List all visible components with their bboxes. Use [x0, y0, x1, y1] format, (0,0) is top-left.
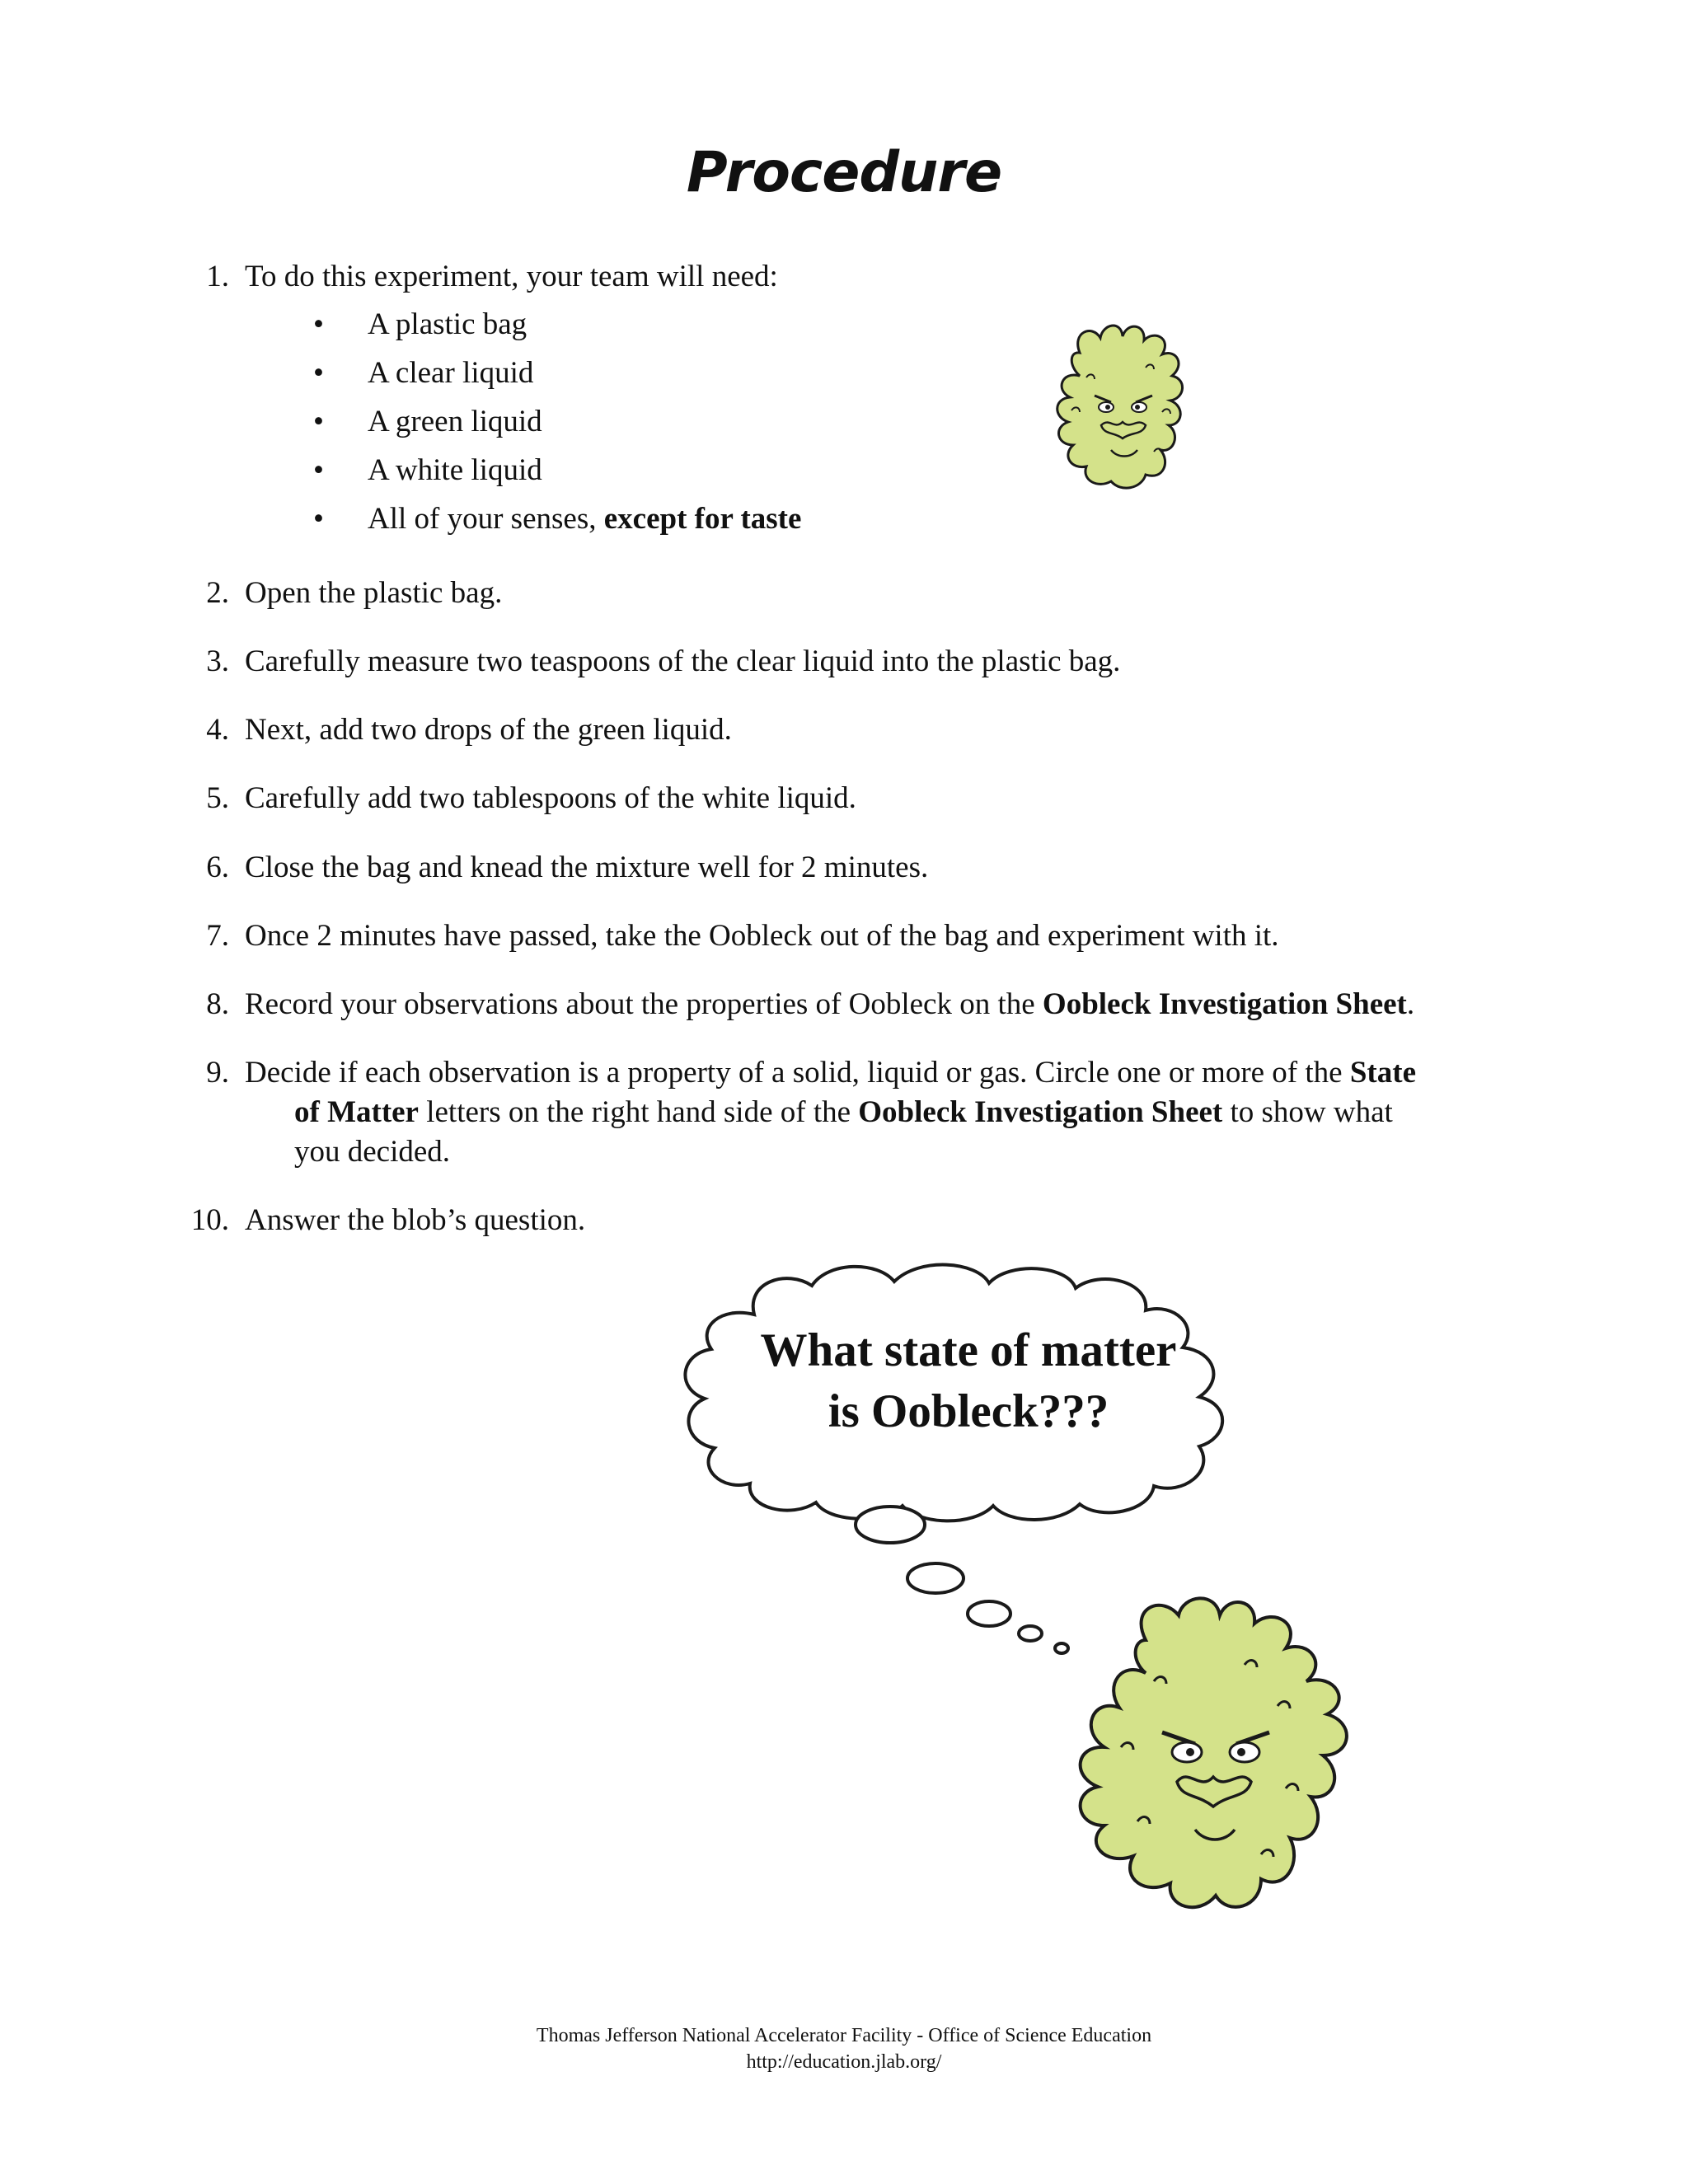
- supply-item: • A green liquid: [313, 402, 801, 451]
- step-number: 8.: [206, 987, 229, 1021]
- step-number: 10.: [190, 1203, 229, 1237]
- step-number: 2.: [206, 576, 229, 610]
- supply-item: • A white liquid: [313, 451, 801, 499]
- step-text: Decide if each observation is a property of a solid, liquid or gas. Circle one or more of the State of Matter letters on the right hand side of the Oobleck Investigation Sheet to show what you decided.: [245, 1056, 1416, 1169]
- step-text: Open the plastic bag.: [245, 576, 503, 610]
- supply-list: [313, 305, 801, 548]
- step-number: 9.: [206, 1056, 229, 1090]
- supply-item: • A clear liquid: [313, 354, 801, 402]
- supply-item: • A plastic bag: [313, 305, 801, 354]
- step-text: Next, add two drops of the green liquid.: [245, 713, 732, 747]
- footer-url: http://education.jlab.org/: [746, 2051, 942, 2073]
- step-text: Carefully measure two teaspoons of the clear liquid into the plastic bag.: [245, 644, 1121, 678]
- step-number: 6.: [206, 851, 229, 884]
- step-text: Carefully add two tablespoons of the white liquid.: [245, 781, 856, 815]
- step-number: 7.: [206, 919, 229, 953]
- large-blob-illustration: [1039, 1591, 1401, 1945]
- step-number: 3.: [206, 644, 229, 678]
- step-number: 4.: [206, 713, 229, 747]
- footer-organization: Thomas Jefferson National Accelerator Facility - Office of Science Education: [536, 2025, 1152, 2046]
- step-number: 5.: [206, 781, 229, 815]
- step-number: 1.: [206, 260, 229, 293]
- bubble-question: What state of matter is Oobleck???: [760, 1324, 1177, 1437]
- step-text: Record your observations about the properties of Oobleck on the Oobleck Investigation Sheet.: [245, 987, 1415, 1021]
- step-text: To do this experiment, your team will need:: [245, 260, 778, 293]
- step-text: Answer the blob’s question.: [245, 1203, 586, 1237]
- supply-item: • All of your senses, except for taste: [313, 499, 801, 548]
- page-footer: [0, 2022, 1688, 2075]
- step-text: Close the bag and knead the mixture well for 2 minutes.: [245, 851, 929, 884]
- page-title: Procedure: [686, 140, 1002, 205]
- step-text: Once 2 minutes have passed, take the Oobleck out of the bag and experiment with it.: [245, 919, 1279, 953]
- small-blob-illustration: [1022, 320, 1228, 518]
